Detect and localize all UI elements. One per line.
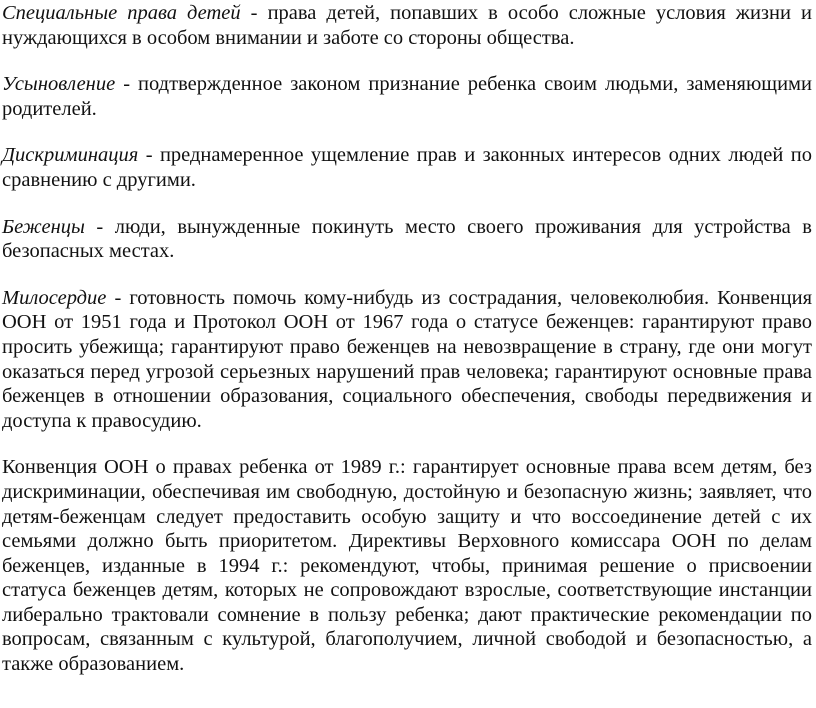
- term-refugees: Беженцы: [2, 215, 85, 238]
- term-adoption: Усыновление: [2, 73, 116, 96]
- definition-adoption: [2, 72, 812, 121]
- term-separator: -: [84, 215, 115, 238]
- definition-mercy: [2, 286, 812, 434]
- term-separator: -: [106, 286, 130, 309]
- term-mercy: Милосердие: [2, 286, 107, 309]
- definition-text: преднамеренное ущемление прав и законных интересов одних людей по сравнению с другими.: [2, 144, 812, 191]
- definition-text: права детей, попавших в особо сложные условия жизни и нуждающихся в особом внимании и заботе со стороны общества.: [2, 2, 812, 49]
- definition-text: люди, вынужденные покинуть место своего проживания для устройства в безопасных местах.: [2, 215, 812, 263]
- definition-discrimination: [2, 143, 812, 192]
- term-separator: -: [240, 2, 268, 24]
- term-discrimination: Дискриминация: [2, 144, 139, 167]
- term-separator: -: [138, 144, 160, 167]
- definition-refugees: [2, 215, 812, 264]
- term-separator: -: [115, 73, 139, 96]
- definition-text: готовность помочь кому-нибудь из сострадания, человеколюбия. Конвенция ООН от 1951 года и Протокол ООН от 1967 года о статусе беженцев: гарантируют право просить убежища; гарантируют право беженцев на невозвращение в страну, где они могут оказаться перед угрозой серьезных нарушений прав человека; гарантируют основные права беженцев в отношении образования, социального обеспечения, свободы передвижения и доступа к правосудию.: [2, 286, 812, 432]
- un-convention-paragraph: Конвенция ООН о правах ребенка от 1989 г.: гарантирует основные права всем детям, без дискриминации, обеспечивая им свободную, достойную и безопасную жизнь; заявляет, что детям-беженцам следует предоставить особую защиту и что воссоединение детей с их семьями должно быть приоритетом. Директивы Верховного комиссара ООН по делам беженцев, изданные в 1994 г.: рекомендуют, чтобы, принимая решение о присвоении статуса беженцев детям, которых не сопровождают взрослые, соответствующие инстанции либерально трактовали сомнение в пользу ребенка; дают практические рекомендации по вопросам, связанным с культурой, благополучием, личной свободой и безопасностью, а также образованием.: [2, 456, 812, 676]
- definition-text: подтвержденное законом признание ребенка своим людьми, заменяющими родителей.: [2, 73, 813, 120]
- term-special-rights: Специальные права детей: [2, 2, 241, 24]
- definition-special-rights: [2, 0, 812, 50]
